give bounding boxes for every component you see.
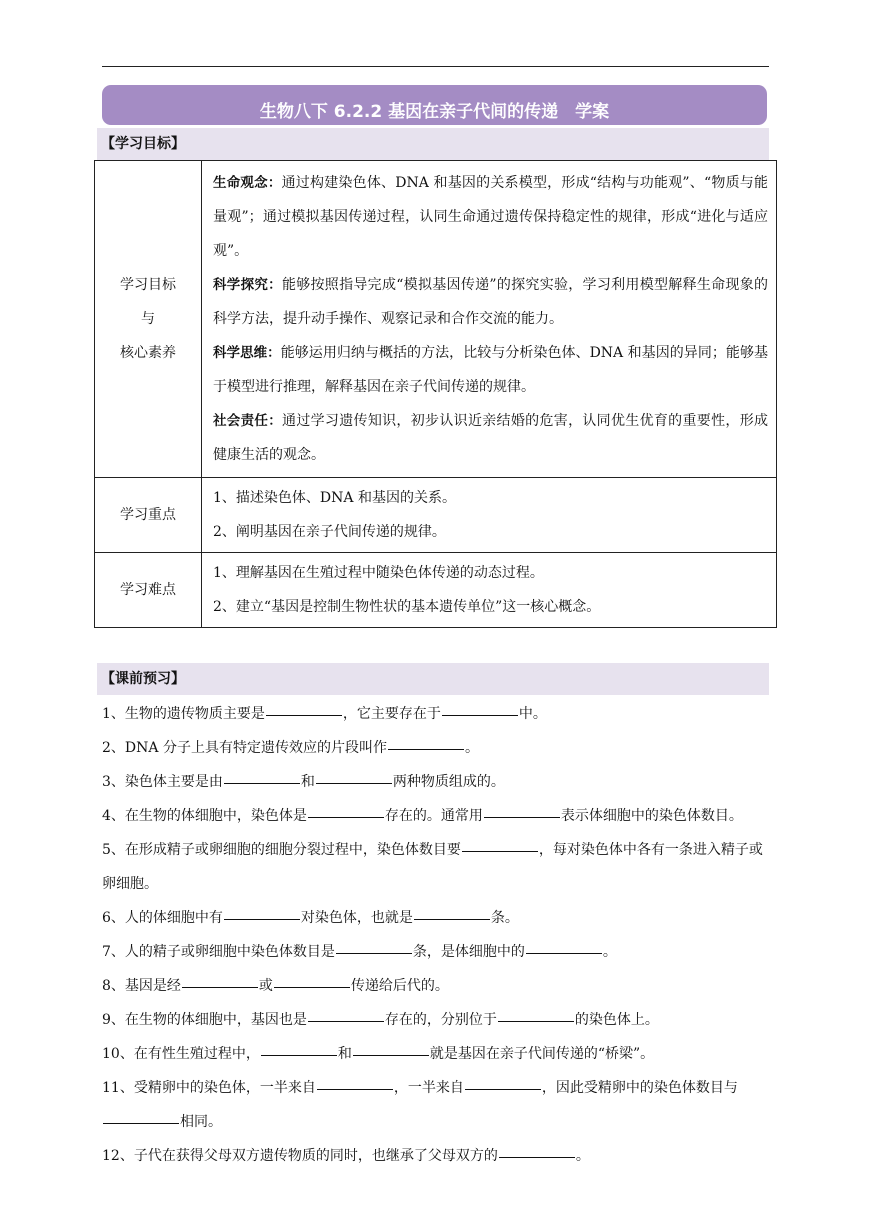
list-item: 1、描述染色体、DNA 和基因的关系。 xyxy=(213,490,456,506)
goal-paragraph xyxy=(213,166,768,268)
answer-blank[interactable] xyxy=(498,1020,574,1022)
table-row-difficulties xyxy=(95,553,777,628)
row-label-difficulties: 学习难点 xyxy=(95,553,202,628)
table-row-goals xyxy=(95,161,777,478)
question-text: ，它主要存在于 xyxy=(342,706,441,722)
section-preview-header: 【课前预习】 xyxy=(97,663,769,695)
question-text: 表示体细胞中的染色体数目。 xyxy=(560,808,743,824)
answer-blank[interactable] xyxy=(308,816,384,818)
question-text: 6、人的体细胞中有 xyxy=(102,910,223,926)
question-text: 1、生物的遗传物质主要是 xyxy=(102,706,265,722)
question-text: 7、人的精子或卵细胞中染色体数目是 xyxy=(102,944,335,960)
answer-blank[interactable] xyxy=(526,952,602,954)
row-label-line: 核心素养 xyxy=(120,345,176,361)
goal-heading: 科学思维： xyxy=(213,345,281,361)
row-label-key-points: 学习重点 xyxy=(95,478,202,553)
answer-blank[interactable] xyxy=(462,850,538,852)
question-10 xyxy=(102,1037,772,1071)
question-text: 相同。 xyxy=(180,1114,222,1130)
question-3 xyxy=(102,765,772,799)
goal-text: 能够按照指导完成“模拟基因传递”的探究实验，学习利用模型解释生命现象的科学方法，提升动手操作、观察记录和合作交流的能力。 xyxy=(213,277,769,327)
question-text: 3、染色体主要是由 xyxy=(102,774,223,790)
question-text: ，因此受精卵中的染色体数目与 xyxy=(541,1080,738,1096)
question-text: 9、在生物的体细胞中，基因也是 xyxy=(102,1012,307,1028)
answer-blank[interactable] xyxy=(261,1054,337,1056)
question-text: 中。 xyxy=(518,706,547,722)
row-content-difficulties xyxy=(202,553,777,628)
question-7 xyxy=(102,935,772,969)
question-9 xyxy=(102,1003,772,1037)
question-text: 4、在生物的体细胞中，染色体是 xyxy=(102,808,307,824)
question-text: 。 xyxy=(464,740,479,756)
goal-paragraph xyxy=(213,336,768,404)
row-label-line: 学习目标 xyxy=(120,277,176,293)
table-row-key-points xyxy=(95,478,777,553)
list-item: 2、阐明基因在亲子代间传递的规律。 xyxy=(213,524,446,540)
goal-text: 能够运用归纳与概括的方法，比较与分析染色体、DNA 和基因的异同；能够基于模型进行推理，解释基因在亲子代间传递的规律。 xyxy=(213,345,768,395)
question-text: 的染色体上。 xyxy=(574,1012,659,1028)
question-text: 5、在形成精子或卵细胞的细胞分裂过程中，染色体数目要 xyxy=(102,842,461,858)
row-content-goals xyxy=(202,161,777,478)
answer-blank[interactable] xyxy=(316,782,392,784)
question-text: 条。 xyxy=(490,910,519,926)
goal-heading: 社会责任： xyxy=(213,413,283,429)
question-4 xyxy=(102,799,772,833)
question-text: 8、基因是经 xyxy=(102,978,181,994)
question-5 xyxy=(102,833,772,901)
question-8 xyxy=(102,969,772,1003)
answer-blank[interactable] xyxy=(224,918,300,920)
question-text: 12、子代在获得父母双方遗传物质的同时，也继承了父母双方的 xyxy=(102,1148,498,1164)
question-text: 11、受精卵中的染色体，一半来自 xyxy=(102,1080,316,1096)
question-1 xyxy=(102,697,772,731)
goals-table xyxy=(94,160,777,628)
goal-paragraph xyxy=(213,268,768,336)
question-text: 存在的，分别位于 xyxy=(384,1012,497,1028)
answer-blank[interactable] xyxy=(388,748,464,750)
answer-blank[interactable] xyxy=(353,1054,429,1056)
answer-blank[interactable] xyxy=(224,782,300,784)
page-title: 生物八下 6.2.2 基因在亲子代间的传递 学案 xyxy=(259,102,610,122)
answer-blank[interactable] xyxy=(182,986,258,988)
question-12 xyxy=(102,1139,772,1173)
answer-blank[interactable] xyxy=(336,952,412,954)
question-11 xyxy=(102,1071,772,1139)
row-label-goals xyxy=(95,161,202,478)
goal-text: 通过构建染色体、DNA 和基因的关系模型，形成“结构与功能观”、“物质与能量观”；通过模拟基因传递过程，认同生命通过遗传保持稳定性的规律，形成“进化与适应观”。 xyxy=(213,175,769,259)
question-text: 或 xyxy=(258,978,273,994)
answer-blank[interactable] xyxy=(103,1122,179,1124)
question-text: ，每对染色体中各有一条进入精子或卵细胞。 xyxy=(102,842,763,892)
answer-blank[interactable] xyxy=(414,918,490,920)
answer-blank[interactable] xyxy=(484,816,560,818)
top-rule xyxy=(102,66,769,67)
question-text: 存在的。通常用 xyxy=(384,808,483,824)
goal-text: 通过学习遗传知识，初步认识近亲结婚的危害，认同优生优育的重要性，形成健康生活的观念。 xyxy=(213,413,769,463)
question-text: 对染色体，也就是 xyxy=(300,910,413,926)
question-text: 10、在有性生殖过程中， xyxy=(102,1046,260,1062)
question-text: 和 xyxy=(300,774,315,790)
question-text: 。 xyxy=(602,944,617,960)
row-label-line: 与 xyxy=(141,311,155,327)
answer-blank[interactable] xyxy=(317,1088,393,1090)
question-text: 就是基因在亲子代间传递的“桥梁”。 xyxy=(429,1046,655,1062)
answer-blank[interactable] xyxy=(308,1020,384,1022)
question-text: ，一半来自 xyxy=(393,1080,464,1096)
list-item: 1、理解基因在生殖过程中随染色体传递的动态过程。 xyxy=(213,565,544,581)
question-text: 传递给后代的。 xyxy=(350,978,449,994)
question-2 xyxy=(102,731,772,765)
list-item: 2、建立“基因是控制生物性状的基本遗传单位”这一核心概念。 xyxy=(213,599,601,615)
answer-blank[interactable] xyxy=(442,714,518,716)
row-content-key-points xyxy=(202,478,777,553)
question-text: 2、DNA 分子上具有特定遗传效应的片段叫作 xyxy=(102,740,387,756)
question-text: 和 xyxy=(337,1046,352,1062)
goal-heading: 生命观念： xyxy=(213,175,282,191)
question-text: 条，是体细胞中的 xyxy=(412,944,525,960)
question-6 xyxy=(102,901,772,935)
question-text: 。 xyxy=(575,1148,590,1164)
answer-blank[interactable] xyxy=(465,1088,541,1090)
goal-heading: 科学探究： xyxy=(213,277,282,293)
section-goals-header: 【学习目标】 xyxy=(97,128,769,160)
question-text: 两种物质组成的。 xyxy=(392,774,505,790)
goal-paragraph xyxy=(213,404,768,472)
answer-blank[interactable] xyxy=(266,714,342,716)
title-banner xyxy=(102,85,767,125)
answer-blank[interactable] xyxy=(274,986,350,988)
answer-blank[interactable] xyxy=(499,1156,575,1158)
